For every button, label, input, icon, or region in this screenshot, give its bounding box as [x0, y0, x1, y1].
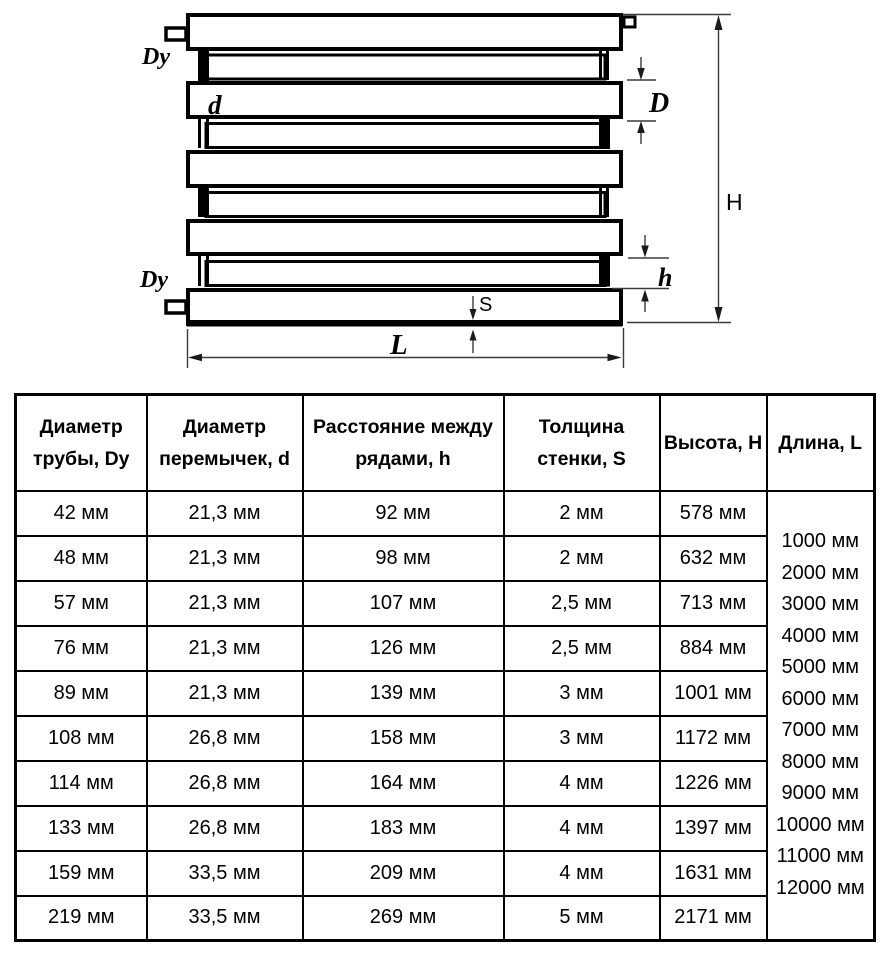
label-dy-top: Dy — [142, 44, 170, 70]
table-cell: 632 мм — [660, 536, 767, 581]
table-cell: 1397 мм — [660, 806, 767, 851]
arrowhead-down — [637, 68, 645, 80]
table-row — [16, 761, 875, 806]
length-option: 12000 мм — [775, 876, 865, 899]
table-cell: 3 мм — [504, 716, 660, 761]
table-cell: 2,5 мм — [504, 581, 660, 626]
table-cell: 2 мм — [504, 491, 660, 536]
pipe-row — [188, 290, 621, 324]
table-cell: 98 мм — [303, 536, 504, 581]
table-cell: 209 мм — [303, 851, 504, 896]
stub-bottom-left — [166, 301, 186, 313]
length-option: 6000 мм — [781, 687, 860, 710]
register-diagram — [0, 0, 888, 392]
table-cell: 21,3 мм — [147, 491, 303, 536]
length-option: 7000 мм — [781, 719, 860, 742]
pipe-row — [188, 83, 621, 117]
table-cell: 3 мм — [504, 671, 660, 716]
table-header — [16, 395, 875, 491]
pipe-row — [188, 221, 621, 254]
table-cell: 92 мм — [303, 491, 504, 536]
header-row — [16, 395, 875, 491]
column-header-h: Расстояние между рядами, h — [303, 395, 504, 491]
arrowhead-left — [188, 354, 202, 361]
table-cell: 26,8 мм — [147, 806, 303, 851]
table-cell: 219 мм — [16, 896, 147, 941]
arrowhead-up — [641, 290, 649, 302]
stub-top-right — [624, 17, 635, 27]
table-row — [16, 851, 875, 896]
table-cell: 107 мм — [303, 581, 504, 626]
nipple — [599, 255, 610, 287]
length-options-cell — [767, 491, 875, 941]
label-dy-bottom: Dy — [140, 267, 168, 293]
nipple — [599, 117, 610, 149]
register-diagram-svg — [0, 0, 888, 392]
table-cell: 1001 мм — [660, 671, 767, 716]
table-cell: 42 мм — [16, 491, 147, 536]
length-option: 8000 мм — [781, 750, 860, 773]
table-cell: 114 мм — [16, 761, 147, 806]
length-option: 4000 мм — [781, 624, 860, 647]
table-cell: 158 мм — [303, 716, 504, 761]
table-cell: 48 мм — [16, 536, 147, 581]
table-cell: 1172 мм — [660, 716, 767, 761]
table-row — [16, 491, 875, 536]
table-cell: 578 мм — [660, 491, 767, 536]
label-D: D — [649, 88, 670, 119]
table-cell: 76 мм — [16, 626, 147, 671]
table-cell: 133 мм — [16, 806, 147, 851]
pipe-row — [206, 124, 605, 148]
spec-table — [14, 393, 876, 942]
table-cell: 26,8 мм — [147, 716, 303, 761]
nipple — [198, 186, 209, 217]
table-cell: 2 мм — [504, 536, 660, 581]
pipe-row — [206, 193, 605, 217]
column-header-d: Диаметр перемычек, d — [147, 395, 303, 491]
table-row — [16, 716, 875, 761]
arrowhead-up — [637, 121, 645, 133]
table-cell: 2171 мм — [660, 896, 767, 941]
table-cell: 21,3 мм — [147, 671, 303, 716]
pipe-row — [188, 152, 621, 186]
label-h: h — [658, 263, 673, 292]
table-row — [16, 671, 875, 716]
length-option: 2000 мм — [781, 561, 860, 584]
arrowhead-down — [641, 246, 649, 258]
pipe-row — [206, 262, 605, 286]
table-cell: 26,8 мм — [147, 761, 303, 806]
length-option: 1000 мм — [781, 530, 860, 553]
pipe-row — [188, 15, 621, 49]
label-d: d — [208, 90, 222, 120]
column-header-height: Высота, Н — [660, 395, 767, 491]
table-cell: 21,3 мм — [147, 626, 303, 671]
length-option: 9000 мм — [781, 782, 860, 805]
column-header-length: Длина, L — [767, 395, 875, 491]
table-cell: 159 мм — [16, 851, 147, 896]
table-cell: 108 мм — [16, 716, 147, 761]
table-row — [16, 536, 875, 581]
table-cell: 139 мм — [303, 671, 504, 716]
table-row — [16, 806, 875, 851]
length-option: 3000 мм — [781, 593, 860, 616]
stub-top-left — [166, 28, 186, 40]
arrowhead-down — [715, 307, 723, 322]
arrowhead-up — [715, 15, 723, 30]
table-row — [16, 896, 875, 941]
arrowhead-right — [608, 354, 622, 361]
table-cell: 1226 мм — [660, 761, 767, 806]
table-cell: 126 мм — [303, 626, 504, 671]
table-cell: 5 мм — [504, 896, 660, 941]
column-header-dy: Диаметр трубы, Dy — [16, 395, 147, 491]
table-body — [16, 491, 875, 941]
table-cell: 884 мм — [660, 626, 767, 671]
table-cell: 183 мм — [303, 806, 504, 851]
table-cell: 1631 мм — [660, 851, 767, 896]
label-H: H — [726, 189, 743, 215]
length-option: 11000 мм — [776, 845, 864, 868]
table-row — [16, 626, 875, 671]
table-cell: 4 мм — [504, 851, 660, 896]
length-option: 10000 мм — [775, 813, 865, 836]
table-cell: 21,3 мм — [147, 536, 303, 581]
table-cell: 89 мм — [16, 671, 147, 716]
length-option: 5000 мм — [781, 656, 860, 679]
pipe-bottom-wall — [187, 320, 622, 327]
table-cell: 21,3 мм — [147, 581, 303, 626]
table-cell: 33,5 мм — [147, 896, 303, 941]
nipple — [198, 49, 209, 81]
label-L: L — [390, 329, 408, 361]
table-row — [16, 581, 875, 626]
table-cell: 57 мм — [16, 581, 147, 626]
table-cell: 4 мм — [504, 806, 660, 851]
table-cell: 33,5 мм — [147, 851, 303, 896]
arrowhead-up — [470, 330, 477, 341]
column-header-s: Толщина стенки, S — [504, 395, 660, 491]
label-S: S — [479, 294, 493, 316]
table-cell: 4 мм — [504, 761, 660, 806]
table-cell: 713 мм — [660, 581, 767, 626]
table-cell: 2,5 мм — [504, 626, 660, 671]
table-cell: 164 мм — [303, 761, 504, 806]
table-cell: 269 мм — [303, 896, 504, 941]
pipe-row — [206, 55, 605, 79]
dimension-H — [623, 15, 731, 323]
